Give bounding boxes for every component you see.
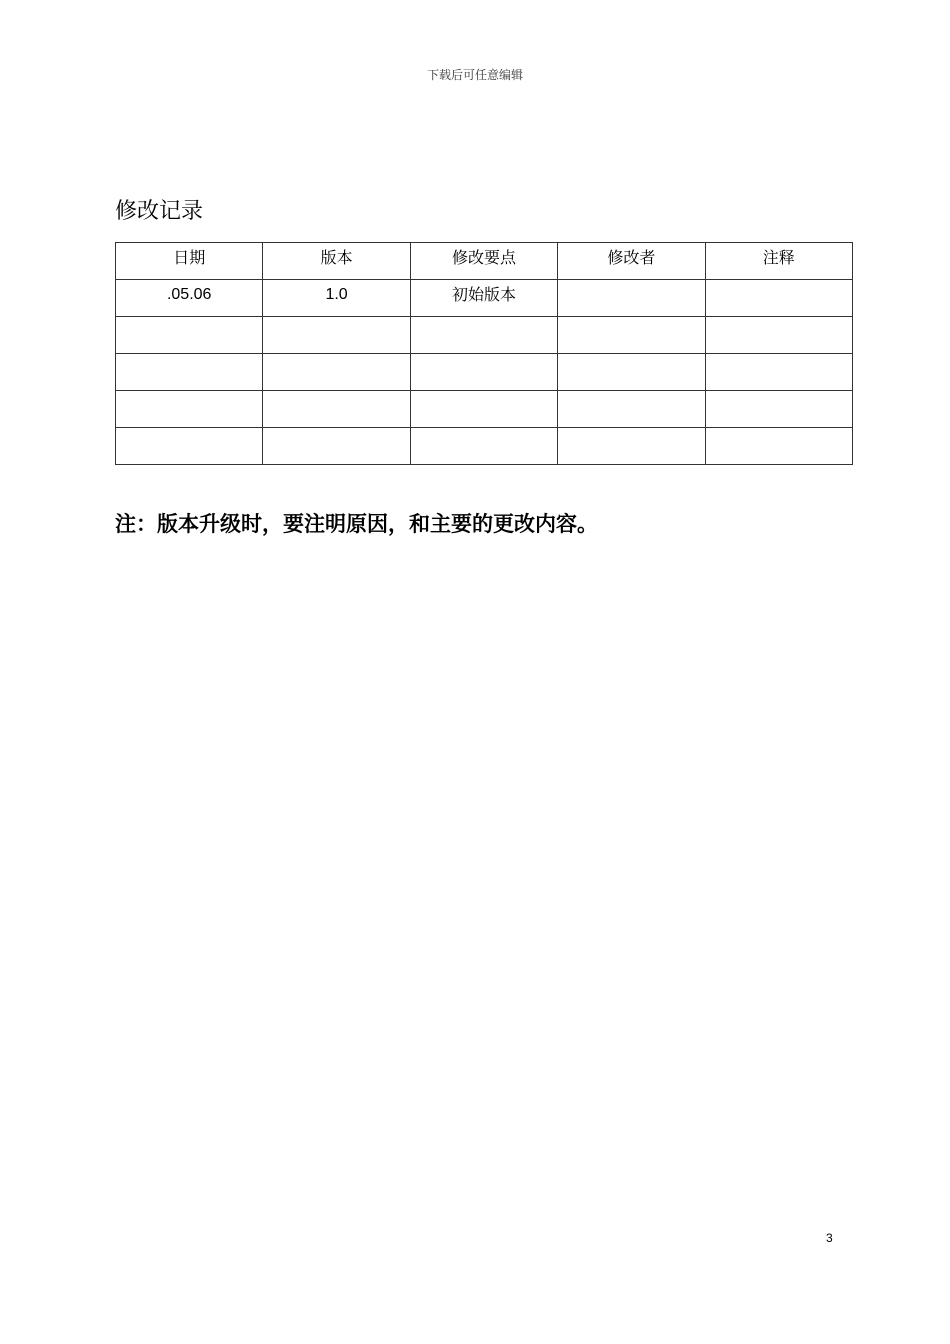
table-row — [116, 354, 853, 391]
table-cell-version — [263, 428, 410, 465]
version-upgrade-note: 注：版本升级时，要注明原因，和主要的更改内容。 — [115, 512, 598, 536]
table-row — [116, 317, 853, 354]
column-header-change-summary: 修改要点 — [410, 243, 557, 280]
table-cell-date: .05.06 — [116, 280, 263, 317]
table-cell-change-summary — [410, 354, 557, 391]
table-row — [116, 391, 853, 428]
table-cell-modifier — [558, 280, 705, 317]
column-header-date: 日期 — [116, 243, 263, 280]
table-cell-modifier — [558, 317, 705, 354]
column-header-version: 版本 — [263, 243, 410, 280]
table-cell-version — [263, 317, 410, 354]
column-header-remarks: 注释 — [705, 243, 852, 280]
table-cell-date — [116, 428, 263, 465]
table-cell-change-summary — [410, 428, 557, 465]
revision-record-table — [115, 242, 853, 465]
table-cell-remarks — [705, 391, 852, 428]
table-cell-version: 1.0 — [263, 280, 410, 317]
table-cell-version — [263, 391, 410, 428]
table-header-row — [116, 243, 853, 280]
table-cell-remarks — [705, 280, 852, 317]
section-title: 修改记录 — [115, 199, 204, 224]
table-cell-date — [116, 354, 263, 391]
page-header: 下载后可任意编辑 — [426, 68, 523, 82]
table-row — [116, 280, 853, 317]
table-cell-version — [263, 354, 410, 391]
table-cell-modifier — [558, 428, 705, 465]
table-cell-change-summary — [410, 317, 557, 354]
table-cell-remarks — [705, 317, 852, 354]
table-cell-modifier — [558, 391, 705, 428]
table-cell-modifier — [558, 354, 705, 391]
table-cell-date — [116, 391, 263, 428]
table-cell-change-summary — [410, 391, 557, 428]
table-cell-remarks — [705, 354, 852, 391]
table-row — [116, 428, 853, 465]
column-header-modifier: 修改者 — [558, 243, 705, 280]
table-cell-change-summary: 初始版本 — [410, 280, 557, 317]
table-cell-date — [116, 317, 263, 354]
table-cell-remarks — [705, 428, 852, 465]
page-number: 3 — [826, 1231, 833, 1245]
